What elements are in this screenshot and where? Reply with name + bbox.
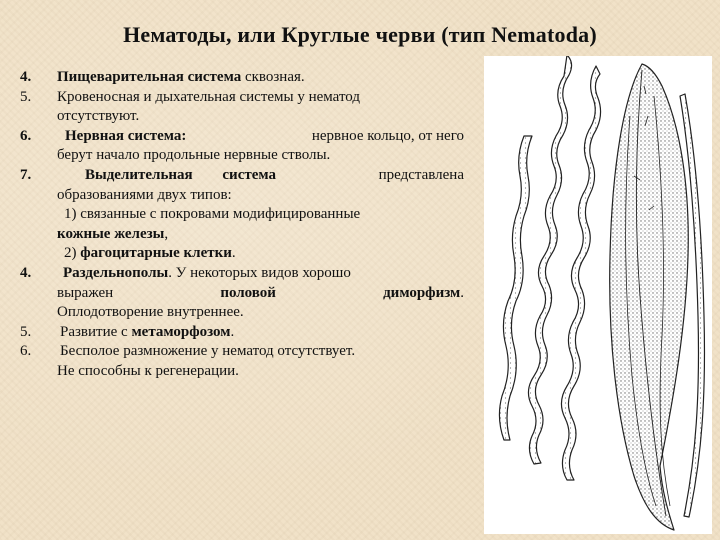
worm-large xyxy=(610,64,689,530)
list-item xyxy=(20,323,464,343)
item-text: выражен xyxy=(57,284,114,301)
item-text: Кровеносная и дыхательная системы у нематод xyxy=(57,88,361,105)
item-text: нервное кольцо, от него xyxy=(311,127,464,144)
item-text: . xyxy=(230,323,235,340)
list-item xyxy=(20,342,464,381)
item-text: . У некоторых видов хорошо xyxy=(168,264,351,281)
item-bold: диморфизм xyxy=(383,284,461,301)
item-text: сквозная. xyxy=(241,69,305,85)
item-number: 4. xyxy=(20,69,32,85)
item-number: 7. xyxy=(20,166,32,183)
item-text: отсутствуют. xyxy=(57,108,140,125)
item-text: , xyxy=(164,225,169,242)
slide-title: Нематоды, или Круглые черви (тип Nematoda) xyxy=(123,22,597,47)
item-number: 6. xyxy=(20,127,32,144)
item-text: Бесполое размножение у нематод отсутствует. xyxy=(60,343,356,360)
worm-left xyxy=(499,136,532,440)
item-text: представлена xyxy=(378,166,464,183)
item-text: берут начало продольные нервные стволы. xyxy=(57,147,331,164)
item-number: 5. xyxy=(20,323,32,340)
list-item xyxy=(20,127,464,166)
item-number: 5. xyxy=(20,88,32,105)
item-text: 1) связанные с покровами модифицированные xyxy=(64,206,361,223)
item-text: . xyxy=(460,284,464,301)
list-item xyxy=(20,88,464,127)
nematode-illustration-icon xyxy=(484,56,712,534)
list-item xyxy=(20,166,464,264)
item-bold: половой xyxy=(220,284,276,301)
item-text: Не способны к регенерации. xyxy=(57,362,239,379)
item-bold: кожные железы xyxy=(57,225,165,242)
item-number: 4. xyxy=(20,264,32,281)
text-list xyxy=(20,68,464,382)
list-item xyxy=(20,68,464,88)
item-bold: метаморфозом xyxy=(131,323,231,340)
item-text: Оплодотворение внутреннее. xyxy=(57,304,244,321)
item-text: Развитие с xyxy=(60,323,132,340)
item-bold: Раздельнополы xyxy=(63,264,169,281)
item-bold: фагоцитарные клетки xyxy=(80,245,232,262)
item-bold: Нервная система: xyxy=(65,127,187,144)
item-number: 6. xyxy=(20,343,32,360)
list-item xyxy=(20,264,464,323)
item-bold: Пищеварительная система xyxy=(57,69,242,85)
item-text: 2) xyxy=(64,245,81,262)
item-text: образованиями двух типов: xyxy=(57,186,232,203)
item-bold: Выделительная система xyxy=(85,166,276,183)
item-text: . xyxy=(231,245,236,262)
worm-wavy-2 xyxy=(561,66,600,480)
